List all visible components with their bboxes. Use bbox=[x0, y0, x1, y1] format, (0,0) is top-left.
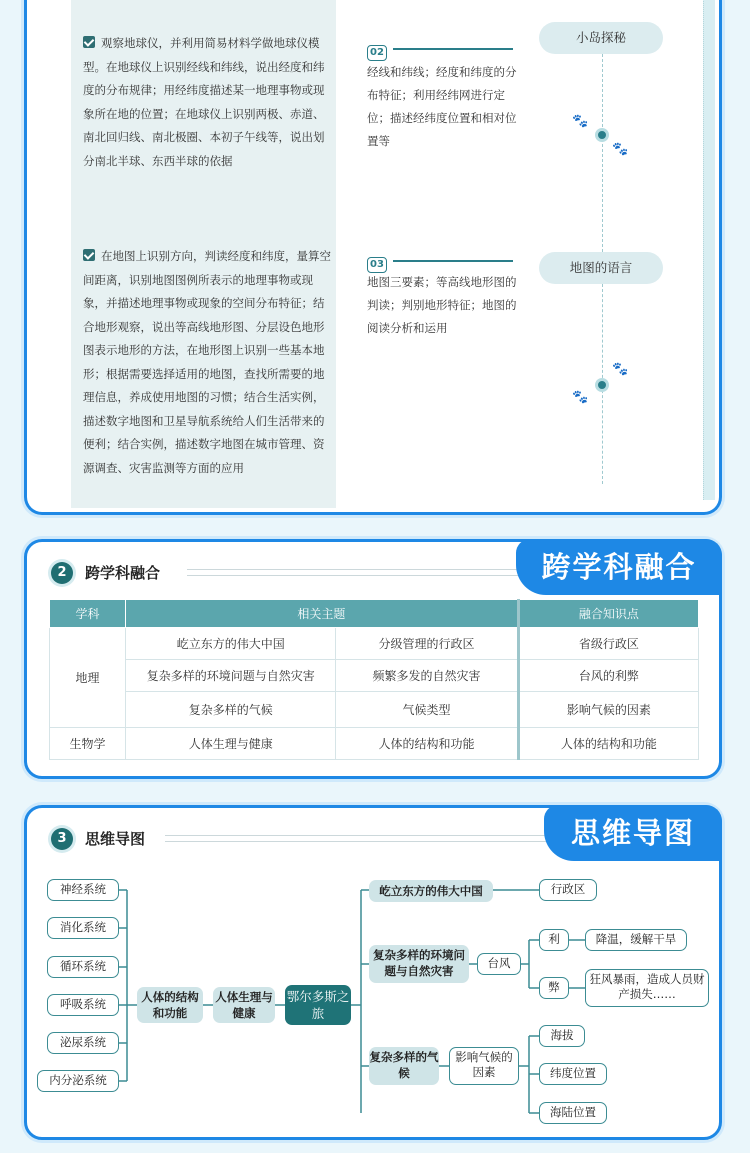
mindmap-leaf: 神经系统 bbox=[47, 879, 119, 901]
title-rule bbox=[187, 569, 522, 576]
item-number: 03 bbox=[367, 257, 387, 273]
unit-pill-1: 小岛探秘 bbox=[539, 22, 663, 54]
subject-table bbox=[49, 599, 699, 760]
mindmap-leaf: 降温，缓解干旱 bbox=[585, 929, 687, 951]
topic-cell: 频繁多发的自然灾害 bbox=[336, 660, 518, 692]
topic-cell: 人体生理与健康 bbox=[126, 728, 336, 760]
timeline-line bbox=[602, 54, 603, 252]
section-number: 2 bbox=[51, 562, 73, 584]
topic-cell: 人体的结构和功能 bbox=[336, 728, 518, 760]
check-icon bbox=[83, 249, 95, 261]
table-row bbox=[50, 728, 699, 760]
mindmap-branch-3: 复杂多样的气候 bbox=[369, 1047, 439, 1085]
section-banner: 跨学科融合 bbox=[516, 539, 722, 595]
mindmap-leaf: 消化系统 bbox=[47, 917, 119, 939]
header-knowledge: 融合知识点 bbox=[518, 600, 698, 628]
topic-cell: 复杂多样的气候 bbox=[126, 692, 336, 728]
mindmap-node-factors: 影响气候的因素 bbox=[449, 1047, 519, 1085]
timeline-node bbox=[595, 378, 609, 392]
topic-cell: 气候类型 bbox=[336, 692, 518, 728]
knowledge-cell: 台风的利弊 bbox=[518, 660, 698, 692]
mindmap-node-harm: 弊 bbox=[539, 977, 569, 999]
paw-icon: 🐾 bbox=[612, 142, 629, 157]
mindmap-leaf: 内分泌系统 bbox=[37, 1070, 119, 1092]
mindmap-leaf: 呼吸系统 bbox=[47, 994, 119, 1016]
knowledge-cell: 影响气候的因素 bbox=[518, 692, 698, 728]
knowledge-cell: 省级行政区 bbox=[518, 628, 698, 660]
check-icon bbox=[83, 36, 95, 48]
mindmap-node-structure: 人体的结构和功能 bbox=[137, 987, 203, 1023]
mindmap-branch-1: 屹立东方的伟大中国 bbox=[369, 880, 493, 902]
table-header-row bbox=[50, 600, 699, 628]
mindmap-leaf: 海陆位置 bbox=[539, 1102, 607, 1124]
unit-pill-2: 地图的语言 bbox=[539, 252, 663, 284]
subject-cell: 地理 bbox=[50, 628, 126, 728]
paw-icon: 🐾 bbox=[612, 362, 629, 377]
timeline-node bbox=[595, 128, 609, 142]
paw-icon: 🐾 bbox=[572, 114, 589, 129]
mindmap-node-health: 人体生理与健康 bbox=[213, 987, 275, 1023]
requirement-text-1: 观察地球仪，并利用简易材料学做地球仪模型。在地球仪上识别经线和纬线，说出经度和纬度的分布规律；用经纬度描述某一地理事物或现象所在地的位置；在地球仪上识别两极、赤道、南北回归线、南北极圈、本初子午线等，说出划分南北半球、东西半球的依据 bbox=[83, 36, 325, 168]
content-description-1: 经线和纬线；经度和纬度的分布特征；利用经纬网进行定位；描述经纬度位置和相对位置等 bbox=[367, 65, 517, 148]
table-row bbox=[50, 692, 699, 728]
subject-cell: 生物学 bbox=[50, 728, 126, 760]
item-number: 02 bbox=[367, 45, 387, 61]
item-number-row bbox=[367, 40, 522, 58]
section-number: 3 bbox=[51, 828, 73, 850]
mindmap-node-typhoon: 台风 bbox=[477, 953, 521, 975]
mindmap-card bbox=[24, 805, 722, 1140]
topic-cell: 屹立东方的伟大中国 bbox=[126, 628, 336, 660]
item-number-row bbox=[367, 252, 522, 270]
mindmap-node-benefit: 利 bbox=[539, 929, 569, 951]
table-row bbox=[50, 628, 699, 660]
topic-cell: 复杂多样的环境问题与自然灾害 bbox=[126, 660, 336, 692]
mindmap-root: 鄂尔多斯之旅 bbox=[285, 985, 351, 1025]
mindmap-leaf: 泌尿系统 bbox=[47, 1032, 119, 1054]
section-banner: 思维导图 bbox=[544, 805, 722, 861]
mindmap-leaf: 海拔 bbox=[539, 1025, 585, 1047]
section-title: 思维导图 bbox=[85, 830, 146, 848]
content-description-2: 地图三要素；等高线地形图的判读；判别地形特征；地图的阅读分析和运用 bbox=[367, 275, 517, 335]
interdisciplinary-card bbox=[24, 539, 722, 779]
table-row bbox=[50, 660, 699, 692]
mindmap-leaf: 循环系统 bbox=[47, 956, 119, 978]
paw-icon: 🐾 bbox=[572, 390, 589, 405]
knowledge-cell: 人体的结构和功能 bbox=[518, 728, 698, 760]
decorative-dots bbox=[703, 0, 715, 500]
header-subject: 学科 bbox=[50, 600, 126, 628]
topic-cell: 分级管理的行政区 bbox=[336, 628, 518, 660]
section-title: 跨学科融合 bbox=[85, 564, 161, 582]
requirement-text-2: 在地图上识别方向，判读经度和纬度，量算空间距离，识别地图图例所表示的地理事物或现象，并描述地理事物或现象的空间分布特征；结合地形观察，说出等高线地形图、分层设色地形图表示地形的方法，在地形图上识别一些基本地形；根据需要选择适用的地图，查找所需要的地理信息，养成使用地图的习惯；结合生活实例，描述数字地图和卫星导航系统给人们生活带来的便利；结合实例，描述数字地图在城市管理、资源调查、灾害监测等方面的应用 bbox=[83, 249, 331, 475]
curriculum-card bbox=[24, 0, 722, 515]
mindmap-leaf: 狂风暴雨，造成人员财产损失…… bbox=[585, 969, 709, 1007]
mindmap-branch-2: 复杂多样的环境问题与自然灾害 bbox=[369, 945, 469, 983]
mindmap-leaf: 行政区 bbox=[539, 879, 597, 901]
header-topics: 相关主题 bbox=[126, 600, 519, 628]
mindmap-leaf: 纬度位置 bbox=[539, 1063, 607, 1085]
